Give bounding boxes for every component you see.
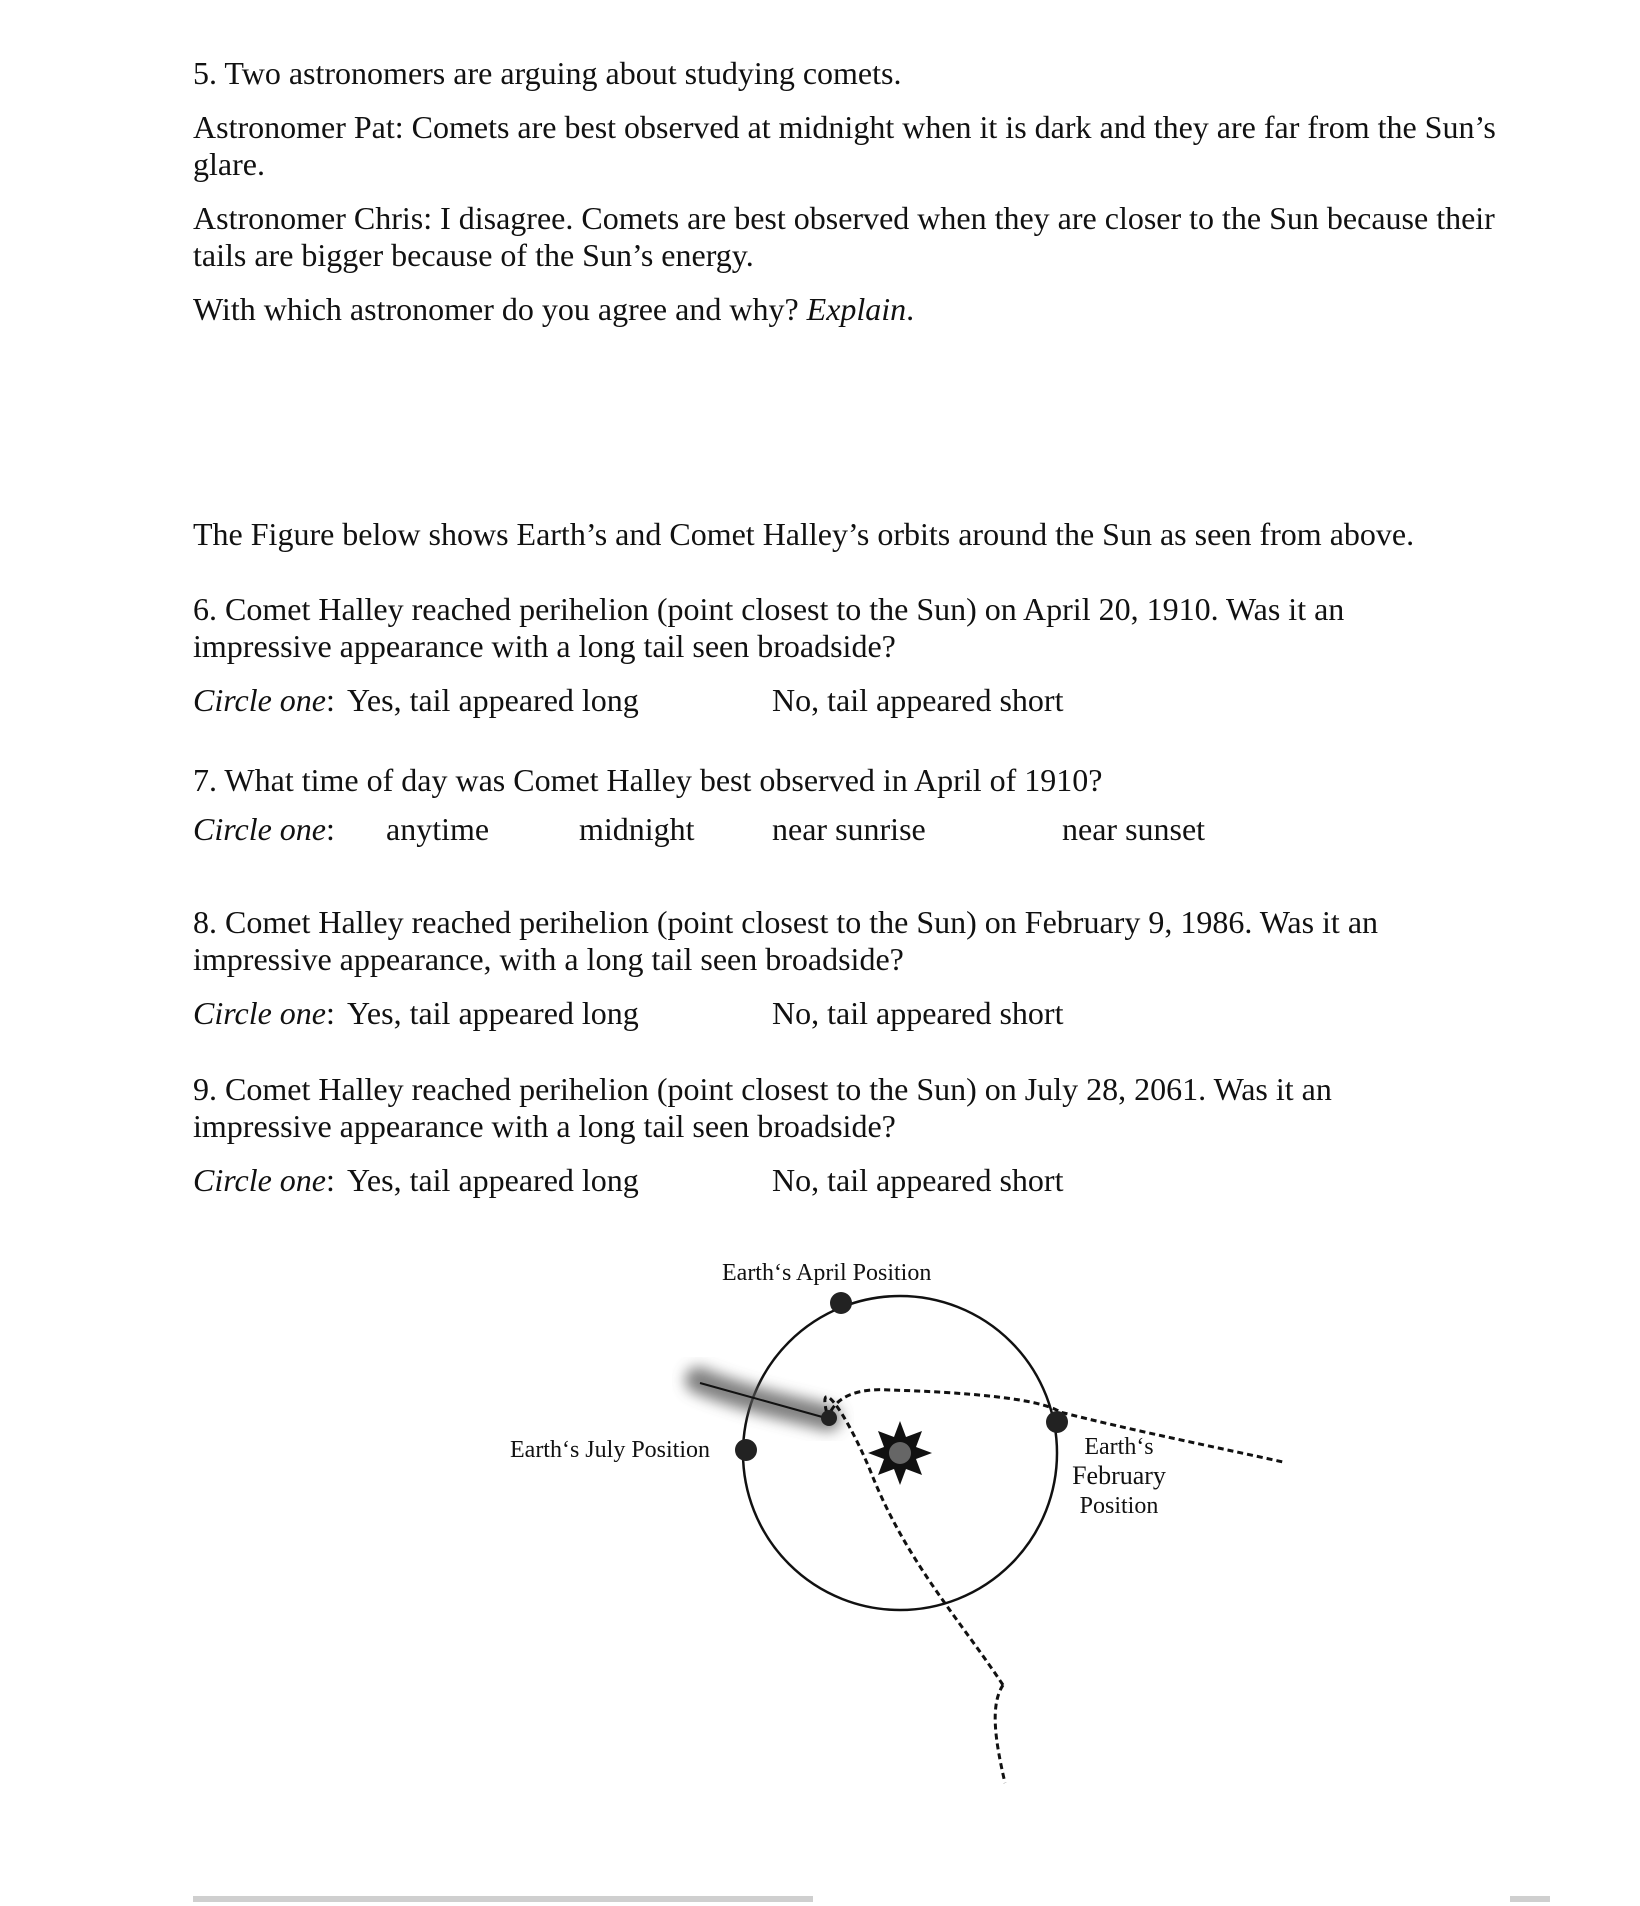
- comet-orbit: [825, 1390, 1283, 1685]
- q8-option-yes[interactable]: Yes, tail appeared long: [347, 995, 639, 1031]
- q9-option-yes[interactable]: Yes, tail appeared long: [347, 1162, 639, 1198]
- q8-circle-one: Circle one:: [193, 995, 335, 1031]
- label-february-line1: Earth‘s: [1084, 1434, 1154, 1460]
- label-february-line2: February: [1072, 1461, 1166, 1490]
- q8-circle-one-label: Circle one: [193, 995, 326, 1031]
- q6-circle-one-label: Circle one: [193, 682, 326, 718]
- q7-prompt: 7. What time of day was Comet Halley best observed in April of 1910?: [193, 762, 1103, 798]
- q5-astronomer-chris: Astronomer Chris: I disagree. Comets are best observed when they are closer to the Sun because their tails are bigger because of the Sun’s energy.: [193, 200, 1495, 273]
- q6-option-no[interactable]: No, tail appeared short: [772, 682, 1064, 718]
- comet-orbit-tail-end: [995, 1685, 1005, 1783]
- earth-april-dot: [830, 1292, 852, 1314]
- q7-option-near-sunset[interactable]: near sunset: [1062, 811, 1206, 847]
- q5-explain-period: .: [906, 291, 915, 327]
- figure-intro: The Figure below shows Earth’s and Comet Halley’s orbits around the Sun as seen from above.: [193, 516, 1415, 552]
- label-february-line3: Position: [1079, 1493, 1159, 1519]
- q5-explain: Explain: [806, 291, 907, 327]
- q5-astronomer-pat: Astronomer Pat: Comets are best observed at midnight when it is dark and they are far from the Sun’s glare.: [193, 109, 1496, 182]
- label-april-position: Earth‘s April Position: [722, 1260, 932, 1286]
- q9-circle-one: Circle one:: [193, 1162, 335, 1198]
- q8-option-no[interactable]: No, tail appeared short: [772, 995, 1064, 1031]
- q7-circle-one-label: Circle one: [193, 811, 326, 847]
- earth-july-dot: [735, 1439, 757, 1461]
- q9-prompt: 9. Comet Halley reached perihelion (point closest to the Sun) on July 28, 2061. Was it an impressive appearance with a long tail seen broadside?: [193, 1071, 1332, 1144]
- comet-nucleus: [821, 1410, 837, 1426]
- footer-page-number-fragment: [1510, 1896, 1550, 1902]
- sun-icon: [868, 1421, 932, 1485]
- q7-option-near-sunrise[interactable]: near sunrise: [772, 811, 926, 847]
- q6-prompt: 6. Comet Halley reached perihelion (point closest to the Sun) on April 20, 1910. Was it an impressive appearance with a long tail seen broadside?: [193, 591, 1345, 664]
- q7-option-midnight[interactable]: midnight: [579, 811, 695, 847]
- q8-prompt: 8. Comet Halley reached perihelion (point closest to the Sun) on February 9, 1986. Was it an impressive appearance, with a long tail seen broadside?: [193, 904, 1379, 977]
- q7-circle-one: Circle one:: [193, 811, 335, 847]
- q5-question-text: With which astronomer do you agree and why?: [193, 291, 799, 327]
- earth-february-dot: [1046, 1411, 1068, 1433]
- q6-option-yes[interactable]: Yes, tail appeared long: [347, 682, 639, 718]
- q7-option-anytime[interactable]: anytime: [386, 811, 490, 847]
- label-july-position: Earth‘s July Position: [510, 1437, 711, 1463]
- q6-circle-one: Circle one:: [193, 682, 335, 718]
- q9-circle-one-label: Circle one: [193, 1162, 326, 1198]
- q9-option-no[interactable]: No, tail appeared short: [772, 1162, 1064, 1198]
- q5-prompt: 5. Two astronomers are arguing about studying comets.: [193, 55, 902, 91]
- footer-text-fragment: [193, 1896, 813, 1902]
